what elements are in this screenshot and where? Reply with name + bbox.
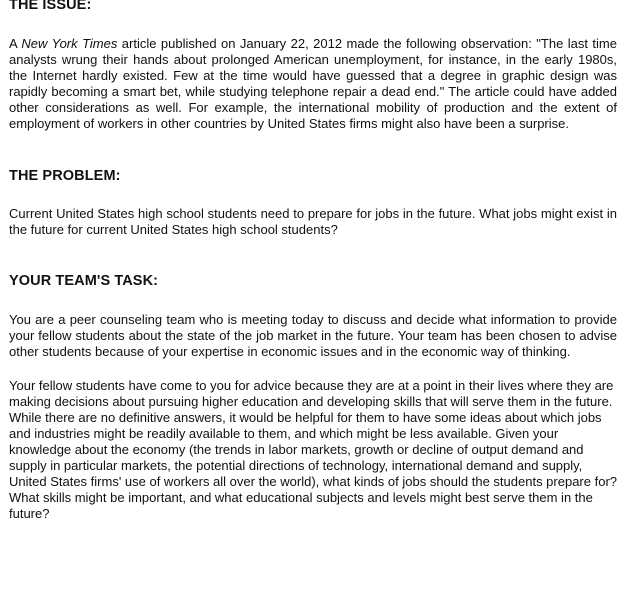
task-paragraph-1: You are a peer counseling team who is meeting today to discuss and decide what information to provide your fellow students about the state of the job market in the future. Your team has been chosen to advise other students because of your expertise in economic issues and in the economic way of thinking. [9,312,617,359]
task-paragraph-2: Your fellow students have come to you for advice because they are at a point in their lives where they are making decisions about pursuing higher education and developing skills that will serve them in the future. While there are no definitive answers, it would be helpful for them to have some ideas about which jobs and industries might be readily available to them, and which might be less available. Given your knowledge about the economy (the trends in labor markets, growth or decline of output demand and supply in particular markets, the potential directions of technology, international demand and supply, United States firms' use of workers all over the world), what kinds of jobs should the students prepare for? What skills might be important, and what educational subjects and levels might best serve them in the future? [9,378,617,521]
problem-section [9,168,617,238]
issue-text-rest: article published on January 22, 2012 made the following observation: "The last time analysts wrung their hands about prolonged American unemployment, for instance, in the early 1980s, the Internet hardly existed. Few at the time would have guessed that a degree in graphic design was rapidly becoming a smart bet, while studying telephone repair a dead end." The article could have added other considerations as well. For example, the international mobility of production and the extent of employment of workers in other countries by United States firms might also have been a surprise. [9,36,617,131]
document-page [9,0,617,522]
task-section [9,273,617,522]
task-heading: YOUR TEAM'S TASK: [9,273,159,289]
issue-text-start: A [9,36,22,51]
issue-heading: THE ISSUE: [9,0,92,13]
issue-paragraph [9,36,617,132]
publication-name: New York Times [21,36,118,51]
problem-paragraph: Current United States high school students need to prepare for jobs in the future. What jobs might exist in the future for current United States high school students? [9,206,617,237]
issue-section [9,0,617,132]
problem-heading: THE PROBLEM: [9,168,121,184]
